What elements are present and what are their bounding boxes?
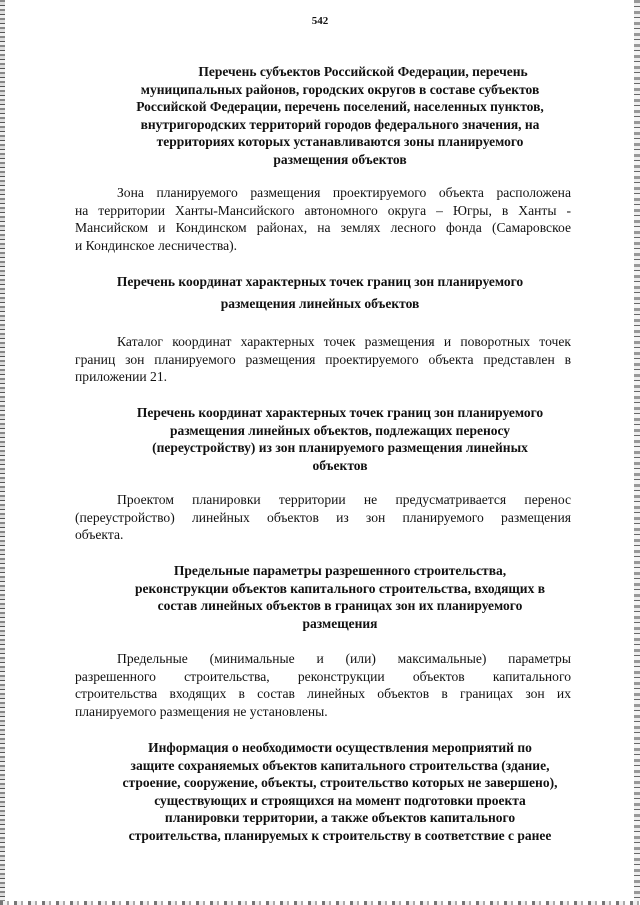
heading-line: объектов [312, 457, 368, 473]
paragraph-line: Мансийском и Кондинском районах, на землях лесного фонда (Самаровское [75, 220, 571, 236]
scan-edge-right [634, 0, 640, 905]
section-1-paragraph [75, 184, 571, 254]
heading-line: состав линейных объектов в границах зон их планируемого [157, 598, 523, 613]
heading-line: Перечень субъектов Российской Федерации, перечень [198, 64, 528, 79]
section-2-heading [50, 271, 590, 315]
paragraph-line: Каталог координат характерных точек размещения и поворотных точек [117, 334, 571, 349]
paragraph-line: (переустройство) линейных объектов из зон планируемого размещения [75, 509, 571, 525]
paragraph-line: на территории Ханты-Мансийского автономного округа – Югры, в Ханты - [75, 202, 571, 218]
paragraph-line: планируемого размещения не установлены. [75, 703, 328, 719]
paragraph-line: объекта. [75, 527, 124, 543]
heading-line: размещения [302, 615, 378, 631]
heading-line: строение, сооружение, объекты, строительство которых не завершено), [122, 775, 558, 790]
section-3-heading [50, 404, 630, 474]
heading-line: существующих и строящихся на момент подготовки проекта [154, 792, 526, 808]
heading-line: (переустройству) из зон планируемого размещения линейных [152, 440, 528, 455]
section-2-paragraph [75, 333, 571, 386]
heading-line: строительства, планируемых к строительству в соответствие с ранее [128, 827, 552, 843]
page-number: 542 [311, 15, 329, 27]
scan-edge-left [0, 0, 5, 905]
paragraph-line: и Кондинское лесничества). [75, 237, 238, 253]
heading-line: внутригородских территорий городов федерального значения, на [140, 116, 540, 132]
heading-line: Перечень координат характерных точек границ зон планируемого [116, 274, 524, 289]
heading-line: защите сохраняемых объектов капитального строительства (здание, [130, 757, 550, 773]
section-3-paragraph [75, 491, 571, 544]
paragraph-line: Предельные (минимальные и (или) максимальные) параметры [117, 651, 571, 666]
paragraph-line: Зона планируемого размещения проектируемого объекта расположена [117, 185, 571, 200]
heading-line: размещения линейных объектов [220, 296, 420, 311]
heading-line: Перечень координат характерных точек границ зон планируемого [136, 405, 544, 420]
heading-line: территориях которых устанавливаются зоны планируемого [156, 134, 524, 149]
heading-line: Информация о необходимости осуществления мероприятий по [148, 740, 532, 755]
paragraph-line: Проектом планировки территории не предусматривается перенос [117, 492, 571, 507]
heading-line: размещения объектов [273, 151, 407, 167]
heading-line: планировки территории, а также объектов капитального [164, 810, 516, 825]
paragraph-line: строительства входящих в состав линейных объектов в границах зон их [75, 686, 571, 702]
section-4-paragraph [75, 650, 571, 720]
heading-line: реконструкции объектов капитального строительства, входящих в [134, 580, 546, 596]
paragraph-line: разрешенного строительства, реконструкции объектов капитального [75, 668, 571, 684]
section-4-heading [50, 562, 630, 632]
heading-line: Российской Федерации, перечень поселений, населенных пунктов, [136, 99, 544, 114]
section-5-heading [50, 739, 630, 844]
heading-line: размещения линейных объектов, подлежащих переносу [169, 422, 511, 438]
paragraph-line: приложении 21. [75, 369, 168, 385]
heading-line: Предельные параметры разрешенного строительства, [173, 563, 507, 578]
heading-line: муниципальных районов, городских округов в составе субъектов [140, 81, 540, 97]
section-1-heading [50, 63, 630, 168]
scan-edge-bottom [0, 901, 640, 905]
paragraph-line: границ зон планируемого размещения проектируемого объекта представлен в [75, 351, 571, 367]
